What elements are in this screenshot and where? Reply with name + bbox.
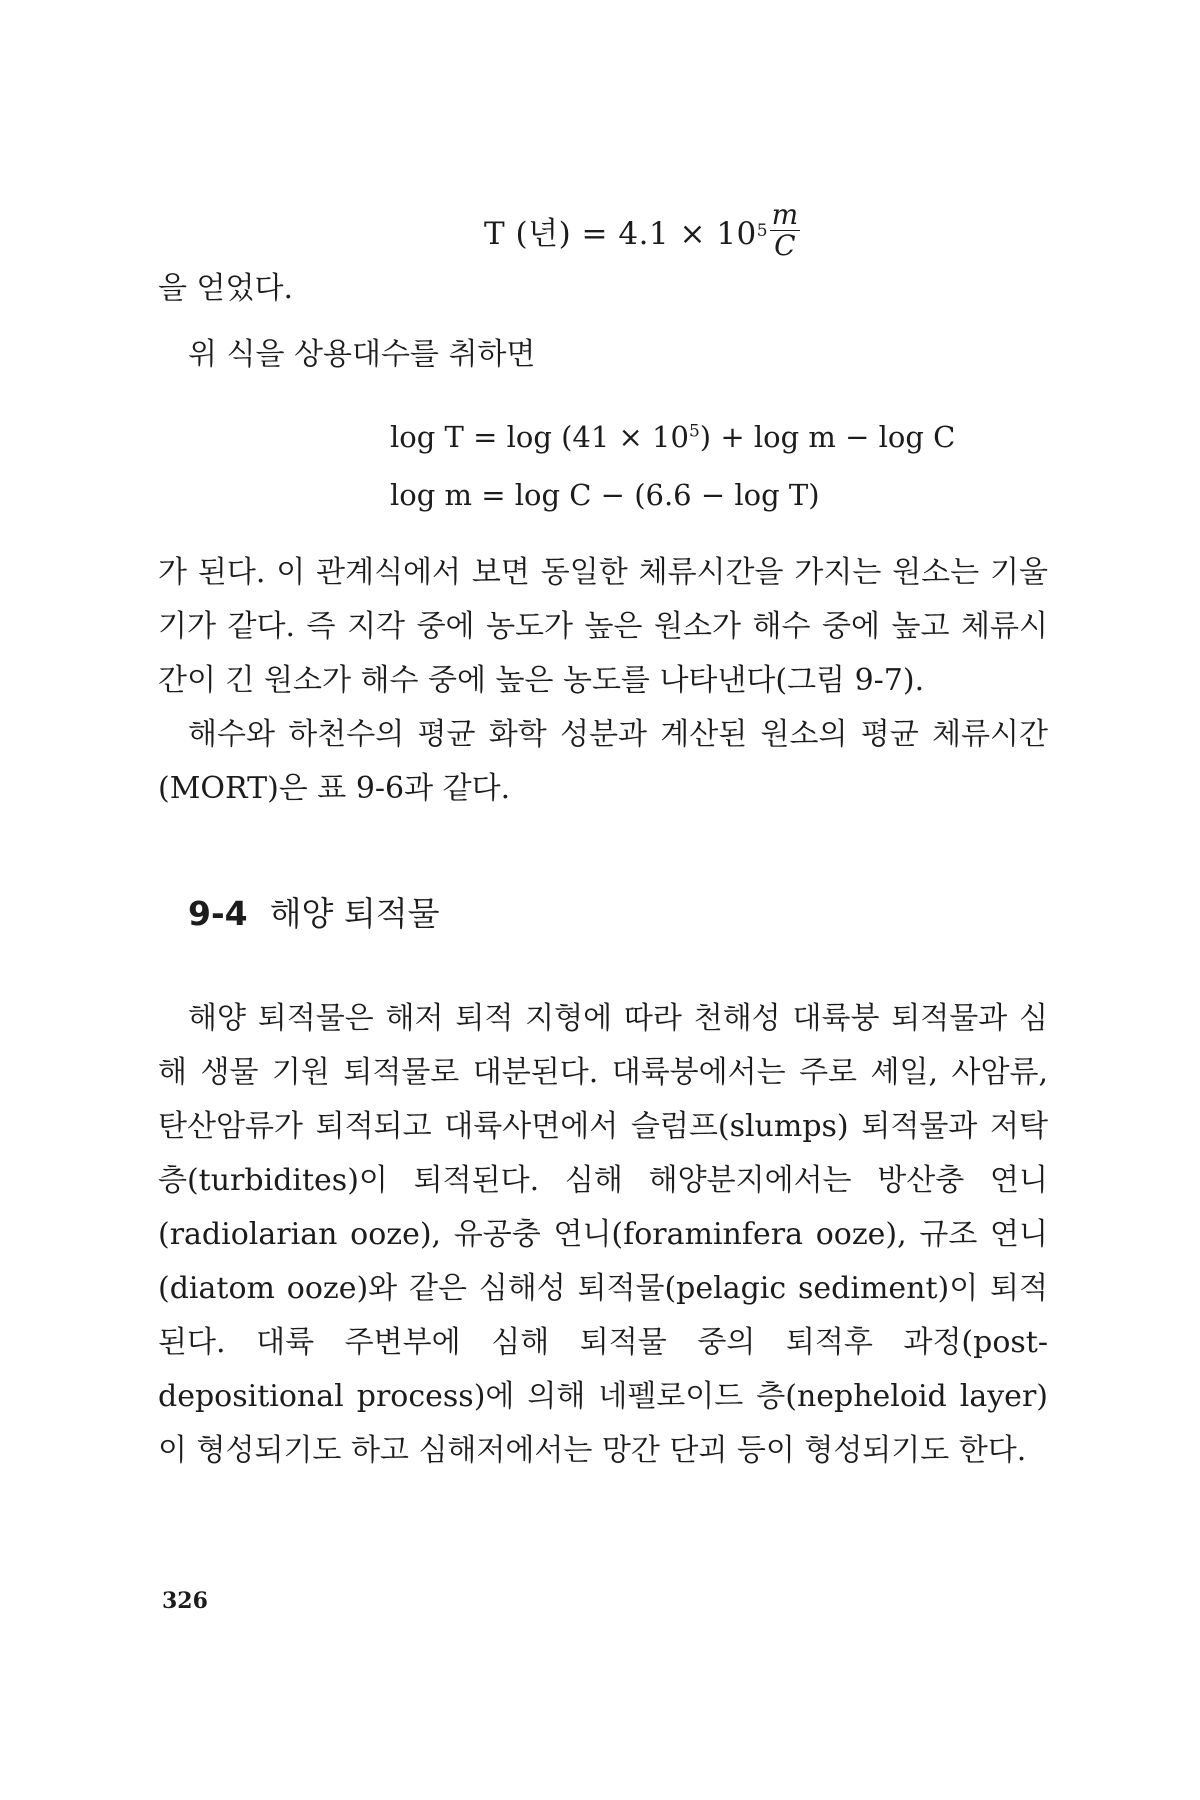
section-number: 9-4	[188, 894, 248, 933]
fraction-denominator: C	[774, 229, 796, 262]
text-obtained: 을 얻었다.	[158, 271, 293, 306]
page-number: 326	[162, 1588, 208, 1614]
equation-residence-time	[484, 200, 800, 261]
fraction-numerator: m	[771, 198, 799, 231]
text-log-intro: 위 식을 상용대수를 취하면	[188, 337, 536, 372]
log-eq1-part1: log T = log (41 × 10	[390, 420, 689, 454]
log-equation-2: log m = log C − (6.6 − log T)	[390, 478, 820, 512]
section-heading	[188, 888, 440, 935]
equation-lhs: T (년) = 4.1 × 10	[484, 216, 757, 252]
paragraph-relation: 가 된다. 이 관계식에서 보면 동일한 체류시간을 가지는 원소는 기울기가 같다. 즉 지각 중에 농도가 높은 원소가 해수 중에 높고 체류시간이 긴 원소가 해수 중에 높은 농도를 나타낸다(그림 9-7).	[158, 555, 1048, 698]
paragraph-sediments: 해양 퇴적물은 해저 퇴적 지형에 따라 천해성 대륙붕 퇴적물과 심해 생물 기원 퇴적물로 대분된다. 대륙붕에서는 주로 셰일, 사암류, 탄산암류가 퇴적되고 대륙사면에서 슬럼프(slumps) 퇴적물과 저탁층(turbidites)이 퇴적된다. 심해 해양분지에서는 방산충 연니(radiolarian ooze), 유공충 연니(foraminfera ooze), 규조 연니(diatom ooze)와 같은 심해성 퇴적물(pelagic sediment)이 퇴적된다. 대륙 주변부에 심해 퇴적물 중의 퇴적후 과정(post-depositional process)에 의해 네펠로이드 층(nepheloid layer)이 형성되기도 하고 심해저에서는 망간 단괴 등이 형성되기도 한다.	[158, 1001, 1048, 1468]
equation-exponent: 5	[756, 220, 768, 241]
equation-fraction	[770, 200, 801, 261]
log-equation-1	[390, 420, 955, 454]
section-title: 해양 퇴적물	[269, 894, 440, 933]
log-eq1-part2: ) + log m − log C	[699, 420, 956, 454]
paragraph-mort: 해수와 하천수의 평균 화학 성분과 계산된 원소의 평균 체류시간 (MORT)은 표 9-6과 같다.	[158, 717, 1048, 806]
log-eq1-sup: 5	[688, 421, 700, 442]
